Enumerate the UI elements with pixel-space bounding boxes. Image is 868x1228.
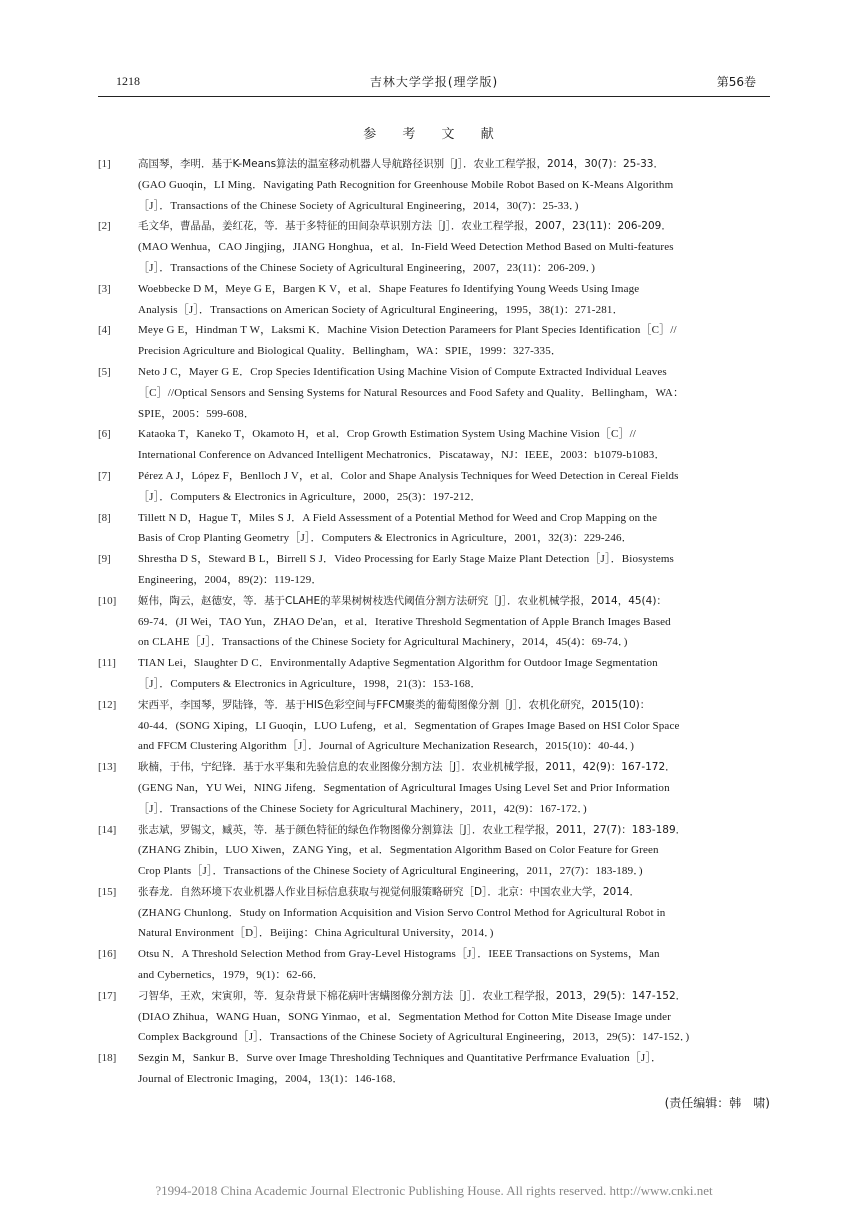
- reference-number: [9]: [98, 553, 111, 566]
- reference-number: [8]: [98, 511, 111, 524]
- reference-line: Woebbecke D M，Meye G E，Bargen K V，et al．Shape Features fo Identifying Young Weeds Using Image: [138, 282, 640, 295]
- reference-item: [98, 653, 770, 695]
- reference-item: [98, 466, 770, 508]
- reference-number: [1]: [98, 158, 111, 170]
- reference-line: Tillett N D，Hague T，Miles S J．A Field Assessment of a Potential Method for Weed and Crop Mapping on the: [138, 511, 658, 524]
- reference-line: ［C］//Optical Sensors and Sensing Systems for Natural Resources and Food Safety and Quality．Bellingham，WA：: [138, 386, 685, 399]
- reference-line: 宋西平，李国琴，罗陆锋，等．基于HIS色彩空间与FFCM聚类的葡萄图像分割［J］．农机化研究，2015(10)：: [138, 698, 651, 711]
- reference-line: 耿楠，于伟，宁纪锋．基于水平集和先验信息的农业图像分割方法［J］．农业机械学报，2011，42(9)：167-172．: [138, 761, 676, 774]
- reference-item: [98, 695, 770, 757]
- reference-line: Kataoka T，Kaneko T，Okamoto H，et al．Crop Growth Estimation System Using Machine Vision［C］//: [138, 428, 637, 441]
- reference-line: ［J］．Computers & Electronics in Agriculture，2000，25(3)：197-212．: [138, 490, 482, 503]
- reference-item: [98, 757, 770, 819]
- reference-item: [98, 986, 770, 1048]
- reference-number: [15]: [98, 885, 117, 898]
- journal-title: 吉林大学学报(理学版): [369, 75, 499, 89]
- page-number: 1218: [116, 74, 140, 88]
- reference-line: Crop Plants［J］．Transactions of the Chinese Society of Agricultural Engineering，2011，27(7)：183-189．): [138, 865, 643, 878]
- reference-line: Shrestha D S，Steward B L，Birrell S J．Video Processing for Early Stage Maize Plant Detection［J］．Biosystems: [138, 553, 674, 566]
- reference-line: ［J］．Transactions of the Chinese Society of Agricultural Engineering，2014，30(7)：25-33．): [138, 199, 579, 212]
- reference-line: Precision Agriculture and Biological Quality．Bellingham，WA：SPIE，1999：327-335．: [138, 345, 563, 358]
- reference-line: Otsu N．A Threshold Selection Method from Gray-Level Histograms［J］．IEEE Transactions on Systems，Man: [138, 948, 660, 961]
- copyright-footer: ?1994-2018 China Academic Journal Electronic Publishing House. All rights reserved. http://www.cnki.net: [155, 1183, 713, 1198]
- reference-line: 高国琴，李明．基于K-Means算法的温室移动机器人导航路径识别［J］．农业工程学报，2014，30(7)：25-33．: [138, 158, 664, 170]
- reference-line: 张春龙．自然环境下农业机器人作业目标信息获取与视觉伺服策略研究［D］．北京：中国农业大学，2014．: [138, 885, 641, 898]
- reference-line: Engineering，2004，89(2)：119-129．: [138, 573, 323, 586]
- reference-number: [13]: [98, 761, 117, 774]
- reference-line: (ZHANG Zhibin，LUO Xiwen，ZANG Ying，et al．Segmentation Algorithm Based on Color Feature for Green: [138, 844, 659, 857]
- reference-line: 毛文华，曹晶晶，姜红花，等．基于多特征的田间杂草识别方法［J］．农业工程学报，2007，23(11)：206-209．: [138, 220, 672, 233]
- reference-line: ［J］．Transactions of the Chinese Society for Agricultural Machinery，2011，42(9)：167-172．): [138, 802, 587, 815]
- reference-item: [98, 591, 770, 653]
- reference-line: Neto J C，Mayer G E．Crop Species Identification Using Machine Vision of Compute Extracted Individual Leaves: [138, 365, 667, 378]
- reference-item: [98, 508, 770, 550]
- reference-number: [18]: [98, 1052, 117, 1065]
- reference-number: [10]: [98, 594, 117, 607]
- reference-line: TIAN Lei，Slaughter D C．Environmentally Adaptive Segmentation Algorithm for Outdoor Image Segmentation: [138, 657, 658, 670]
- reference-line: International Conference on Advanced Intelligent Mechatronics．Piscataway，NJ：IEEE，2003：b1079-b1083．: [138, 449, 666, 462]
- reference-number: [4]: [98, 324, 111, 337]
- reference-number: [14]: [98, 823, 117, 836]
- reference-line: Basis of Crop Planting Geometry［J］．Computers & Electronics in Agriculture，2001，32(3)：229-246．: [138, 532, 633, 545]
- reference-number: [5]: [98, 365, 111, 378]
- reference-item: [98, 279, 770, 321]
- reference-number: [6]: [98, 428, 111, 441]
- reference-item: [98, 216, 770, 278]
- reference-list: [98, 154, 770, 1090]
- reference-line: 张志斌，罗锡文，臧英，等．基于颜色特征的绿色作物图像分割算法［J］．农业工程学报，2011，27(7)：183-189．: [138, 823, 687, 836]
- volume-label: 第56卷: [716, 75, 756, 89]
- reference-line: and FFCM Clustering Algorithm［J］．Journal of Agriculture Mechanization Research，2015(10)：40-44．): [138, 740, 635, 753]
- reference-number: [16]: [98, 948, 117, 961]
- running-header: [98, 72, 770, 94]
- reference-item: [98, 1048, 770, 1090]
- reference-line: (DIAO Zhihua，WANG Huan，SONG Yinmao，et al．Segmentation Method for Cotton Mite Disease Image under: [138, 1010, 672, 1023]
- reference-item: [98, 424, 770, 466]
- reference-number: [7]: [98, 469, 111, 482]
- reference-line: and Cybernetics，1979，9(1)：62-66．: [138, 969, 324, 982]
- reference-item: [98, 154, 770, 216]
- reference-number: [12]: [98, 698, 117, 711]
- reference-item: [98, 882, 770, 944]
- reference-line: SPIE，2005：599-608．: [138, 407, 255, 420]
- reference-line: ［J］．Transactions of the Chinese Society of Agricultural Engineering，2007，23(11)：206-209．): [138, 261, 596, 274]
- reference-line: Natural Environment［D］．Beijing：China Agricultural University，2014．): [138, 927, 494, 940]
- reference-number: [17]: [98, 989, 117, 1002]
- reference-line: (MAO Wenhua，CAO Jingjing，JIANG Honghua，et al．In-Field Weed Detection Method Based on Multi-features: [138, 241, 674, 254]
- reference-line: ［J］．Computers & Electronics in Agriculture，1998，21(3)：153-168．: [138, 677, 482, 690]
- section-title: 参 考 文 献: [363, 127, 505, 142]
- reference-line: Sezgin M，Sankur B．Surve over Image Thresholding Techniques and Quantitative Perfrmance Evaluation［J］．: [138, 1052, 663, 1065]
- reference-line: Journal of Electronic Imaging，2004，13(1)：146-168．: [138, 1073, 404, 1086]
- reference-item: [98, 320, 770, 362]
- reference-line: 刁智华，王欢，宋寅卯，等．复杂背景下棉花病叶害螨图像分割方法［J］．农业工程学报，2013，29(5)：147-152．: [138, 989, 687, 1002]
- reference-line: Complex Background［J］．Transactions of the Chinese Society of Agricultural Engineering，2013，29(5)：147-152．): [138, 1031, 690, 1044]
- reference-number: [3]: [98, 282, 111, 295]
- reference-line: 40-44．(SONG Xiping，LI Guoqin，LUO Lufeng，et al．Segmentation of Grapes Image Based on HSI Color Space: [138, 719, 680, 732]
- reference-line: Pérez A J，López F，Benlloch J V，et al．Color and Shape Analysis Techniques for Weed Detection in Cereal Fields: [138, 469, 679, 482]
- reference-item: [98, 944, 770, 986]
- reference-line: (GENG Nan，YU Wei，NING Jifeng．Segmentation of Agricultural Images Using Level Set and Prior Information: [138, 781, 670, 794]
- header-rule: [98, 96, 770, 97]
- reference-item: [98, 820, 770, 882]
- reference-line: Meye G E，Hindman T W，Laksmi K．Machine Vision Detection Parameers for Plant Species Identification［C］//: [138, 324, 677, 337]
- reference-line: Analysis［J］．Transactions on American Society of Agricultural Engineering，1995，38(1)：271-281．: [138, 303, 624, 316]
- reference-line: (ZHANG Chunlong．Study on Information Acquisition and Vision Servo Control Method for Agricultural Robot in: [138, 906, 666, 919]
- reference-line: 69-74．(JI Wei，TAO Yun，ZHAO De'an，et al．Iterative Threshold Segmentation of Apple Branch Images Based: [138, 615, 671, 628]
- reference-item: [98, 362, 770, 424]
- reference-number: [2]: [98, 220, 111, 233]
- editor-note: (责任编辑：韩 啸): [664, 1096, 770, 1110]
- reference-number: [11]: [98, 657, 116, 670]
- reference-line: 姬伟，陶云，赵德安，等．基于CLAHE的苹果树树枝迭代阈值分割方法研究［J］．农业机械学报，2014，45(4)：: [138, 594, 667, 607]
- reference-line: (GAO Guoqin，LI Ming．Navigating Path Recognition for Greenhouse Mobile Robot Based on K-Means Algorithm: [138, 178, 674, 191]
- reference-line: on CLAHE［J］．Transactions of the Chinese Society for Agricultural Machinery，2014，45(4)：69-74．): [138, 636, 628, 649]
- reference-item: [98, 549, 770, 591]
